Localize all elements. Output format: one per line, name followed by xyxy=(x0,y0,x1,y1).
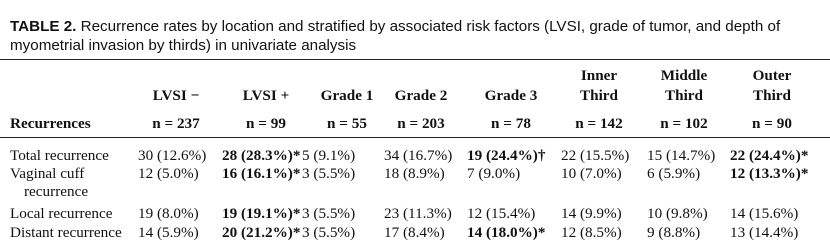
table-cell: 5 (9.1%) xyxy=(302,147,356,164)
column-n: n = 90 xyxy=(752,115,792,132)
table-cell: 14 (15.6%) xyxy=(730,205,799,222)
column-n: n = 237 xyxy=(152,115,200,132)
table-cell: 19 (19.1%)* xyxy=(222,205,301,222)
table-cell: 12 (5.0%) xyxy=(138,165,199,182)
column-header: Third xyxy=(580,87,618,104)
table-cell: 9 (8.8%) xyxy=(647,224,701,241)
table-cell: 22 (15.5%) xyxy=(561,147,630,164)
table-cell: 19 (8.0%) xyxy=(138,205,199,222)
table-cell: 14 (18.0%)* xyxy=(467,224,546,241)
column-header: Third xyxy=(753,87,791,104)
row-label-continued: recurrence xyxy=(24,183,89,200)
row-label: Local recurrence xyxy=(10,205,113,222)
row-header-label: Recurrences xyxy=(10,115,91,132)
caption-text: Recurrence rates by location and stratified by associated risk factors (LVSI, grade of tumor, and depth of myometrial invasion by thirds) in univariate analysis xyxy=(10,18,781,54)
table-cell: 13 (14.4%) xyxy=(730,224,799,241)
column-header-top: Outer xyxy=(752,67,792,84)
table-cell: 17 (8.4%) xyxy=(384,224,445,241)
column-header-top: Middle xyxy=(660,67,708,84)
table-cell: 19 (24.4%)† xyxy=(467,147,546,164)
table-cell: 12 (8.5%) xyxy=(561,224,622,241)
column-n: n = 78 xyxy=(491,115,531,132)
table-cell: 16 (16.1%)* xyxy=(222,165,301,182)
column-n: n = 102 xyxy=(660,115,708,132)
table-cell: 10 (7.0%) xyxy=(561,165,622,182)
column-header-top: Inner xyxy=(580,67,618,84)
table-cell: 34 (16.7%) xyxy=(384,147,453,164)
table-cell: 7 (9.0%) xyxy=(467,165,521,182)
table-cell: 3 (5.5%) xyxy=(302,205,356,222)
table-caption xyxy=(10,17,820,55)
column-n: n = 55 xyxy=(327,115,367,132)
table-cell: 23 (11.3%) xyxy=(384,205,452,222)
table-cell: 12 (15.4%) xyxy=(467,205,536,222)
table-cell: 14 (5.9%) xyxy=(138,224,199,241)
table-cell: 6 (5.9%) xyxy=(647,165,701,182)
table-label: TABLE 2. xyxy=(10,18,77,35)
column-header: Third xyxy=(665,87,703,104)
table-cell: 20 (21.2%)* xyxy=(222,224,301,241)
table-cell: 10 (9.8%) xyxy=(647,205,708,222)
row-label: Total recurrence xyxy=(10,147,109,164)
column-header: Grade 1 xyxy=(320,87,374,104)
column-header: LVSI + xyxy=(242,87,290,104)
table-cell: 12 (13.3%)* xyxy=(730,165,809,182)
column-n: n = 203 xyxy=(397,115,445,132)
table-cell: 14 (9.9%) xyxy=(561,205,622,222)
column-n: n = 99 xyxy=(246,115,286,132)
table-cell: 3 (5.5%) xyxy=(302,165,356,182)
table-cell: 30 (12.6%) xyxy=(138,147,207,164)
row-label: Distant recurrence xyxy=(10,224,122,241)
header-rule xyxy=(0,137,830,138)
table-cell: 28 (28.3%)* xyxy=(222,147,301,164)
column-header: LVSI − xyxy=(152,87,200,104)
table-cell: 15 (14.7%) xyxy=(647,147,716,164)
table-cell: 3 (5.5%) xyxy=(302,224,356,241)
table-cell: 18 (8.9%) xyxy=(384,165,445,182)
column-header: Grade 3 xyxy=(484,87,538,104)
top-rule xyxy=(0,59,830,60)
column-n: n = 142 xyxy=(575,115,623,132)
column-header: Grade 2 xyxy=(394,87,448,104)
row-label: Vaginal cuff xyxy=(10,165,85,182)
table-cell: 22 (24.4%)* xyxy=(730,147,809,164)
